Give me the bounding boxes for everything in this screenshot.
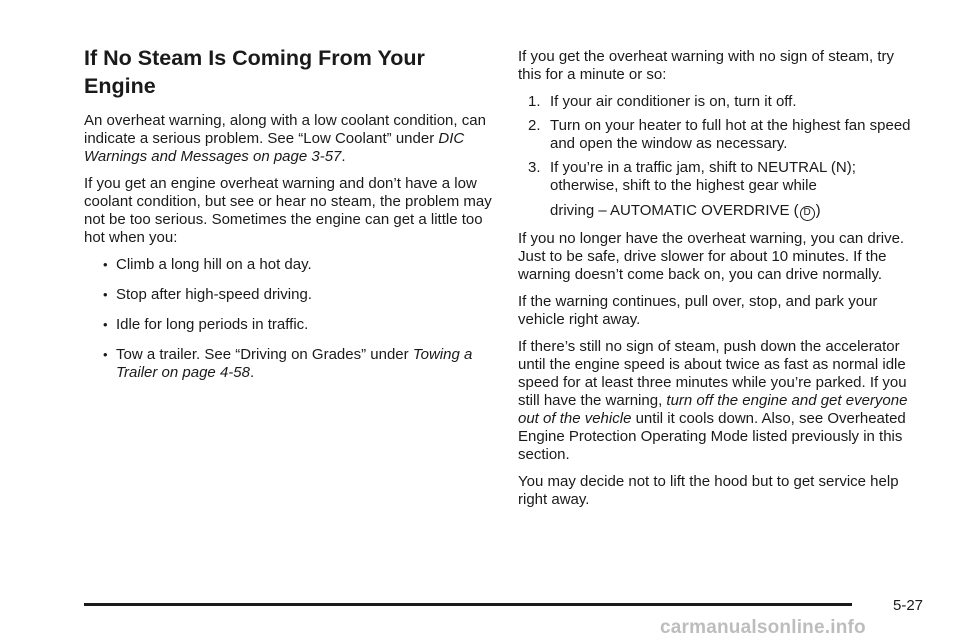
step-item <box>518 117 918 153</box>
list-item-text: Idle for long periods in traffic. <box>116 316 309 333</box>
cross-reference-dic-warnings: DIC Warnings and Messages on page 3-57 <box>84 130 465 165</box>
heading-line-2: Engine <box>84 74 156 98</box>
steps-list <box>518 93 918 221</box>
step-text: Turn on your heater to full hot at the highest fan speed and open the window as necessary. <box>550 117 911 152</box>
paragraph-text: until it cools down. Also, see Overheated Engine Protection Operating Mode listed previously in this section. <box>518 409 906 463</box>
list-item <box>84 256 494 274</box>
drive-text: driving – AUTOMATIC OVERDRIVE ( <box>550 202 799 219</box>
period: . <box>341 148 346 165</box>
paragraph-no-longer-warning: If you no longer have the overheat warning, you can drive. Just to be safe, drive slower for about 10 minutes. If the warning doesn’t come back on, you can drive normally. <box>518 229 905 283</box>
paragraph-text: An overheat warning, along with a low coolant condition, can indicate a serious problem. See “Low Coolant” under <box>84 112 486 147</box>
bullet-icon: • <box>103 317 108 332</box>
gear-letter: D <box>803 207 811 218</box>
step-text: If you’re in a traffic jam, shift to NEUTRAL (N); otherwise, shift to the highest gear while <box>550 159 856 194</box>
paragraph-text: If there’s still no sign of steam, push down the accelerator until the engine speed is about twice as fast as normal idle speed for at least three minutes while you’re parked. If you still have the warning, <box>518 337 907 409</box>
page-number: 5-27 <box>893 597 924 614</box>
overdrive-d-icon <box>800 206 815 221</box>
list-item-text: Tow a trailer. See “Driving on Grades” under <box>116 346 409 363</box>
step-item <box>518 93 918 111</box>
bullet-icon: • <box>103 257 108 272</box>
paragraph-service-help: You may decide not to lift the hood but to get service help right away. <box>518 472 899 508</box>
list-item-text: Climb a long hill on a hot day. <box>116 256 312 273</box>
close-paren: ) <box>815 202 821 219</box>
list-item-text: Stop after high-speed driving. <box>116 286 312 303</box>
step-drive-line <box>550 202 918 221</box>
list-item <box>84 316 494 334</box>
bullet-icon: • <box>103 347 108 362</box>
period: . <box>249 364 255 381</box>
paragraph-warning-continues: If the warning continues, pull over, stop, and park your vehicle right away. <box>518 292 878 328</box>
bullet-icon: • <box>103 287 108 302</box>
step-number: 1. <box>528 93 541 110</box>
paragraph-still-no-steam <box>518 338 918 464</box>
step-text: If your air conditioner is on, turn it off. <box>550 93 797 110</box>
cross-reference-towing: Towing a Trailer on page 4-58 <box>116 346 473 381</box>
list-item <box>84 286 494 304</box>
heading-line-1: If No Steam Is Coming From Your <box>84 46 425 70</box>
paragraph-intro: If you get the overheat warning with no sign of steam, try this for a minute or so: <box>518 48 895 83</box>
step-number: 2. <box>528 117 541 134</box>
emphasis-turn-off-engine: turn off the engine and get everyone out of the vehicle <box>518 391 908 427</box>
list-item <box>84 346 494 382</box>
paragraph-no-steam: If you get an engine overheat warning and don’t have a low coolant condition, but see or hear no steam, the problem may not be too serious. Sometimes the engine can get a little too hot when you: <box>84 175 492 246</box>
step-number: 3. <box>528 159 541 176</box>
footer-rule <box>84 603 852 606</box>
watermark: carmanualsonline.info <box>660 617 866 638</box>
paragraph-overheat-coolant <box>84 112 494 166</box>
left-column <box>84 44 494 394</box>
right-column <box>518 48 918 518</box>
conditions-list <box>84 256 494 382</box>
section-heading <box>84 44 494 100</box>
step-item <box>518 159 918 221</box>
